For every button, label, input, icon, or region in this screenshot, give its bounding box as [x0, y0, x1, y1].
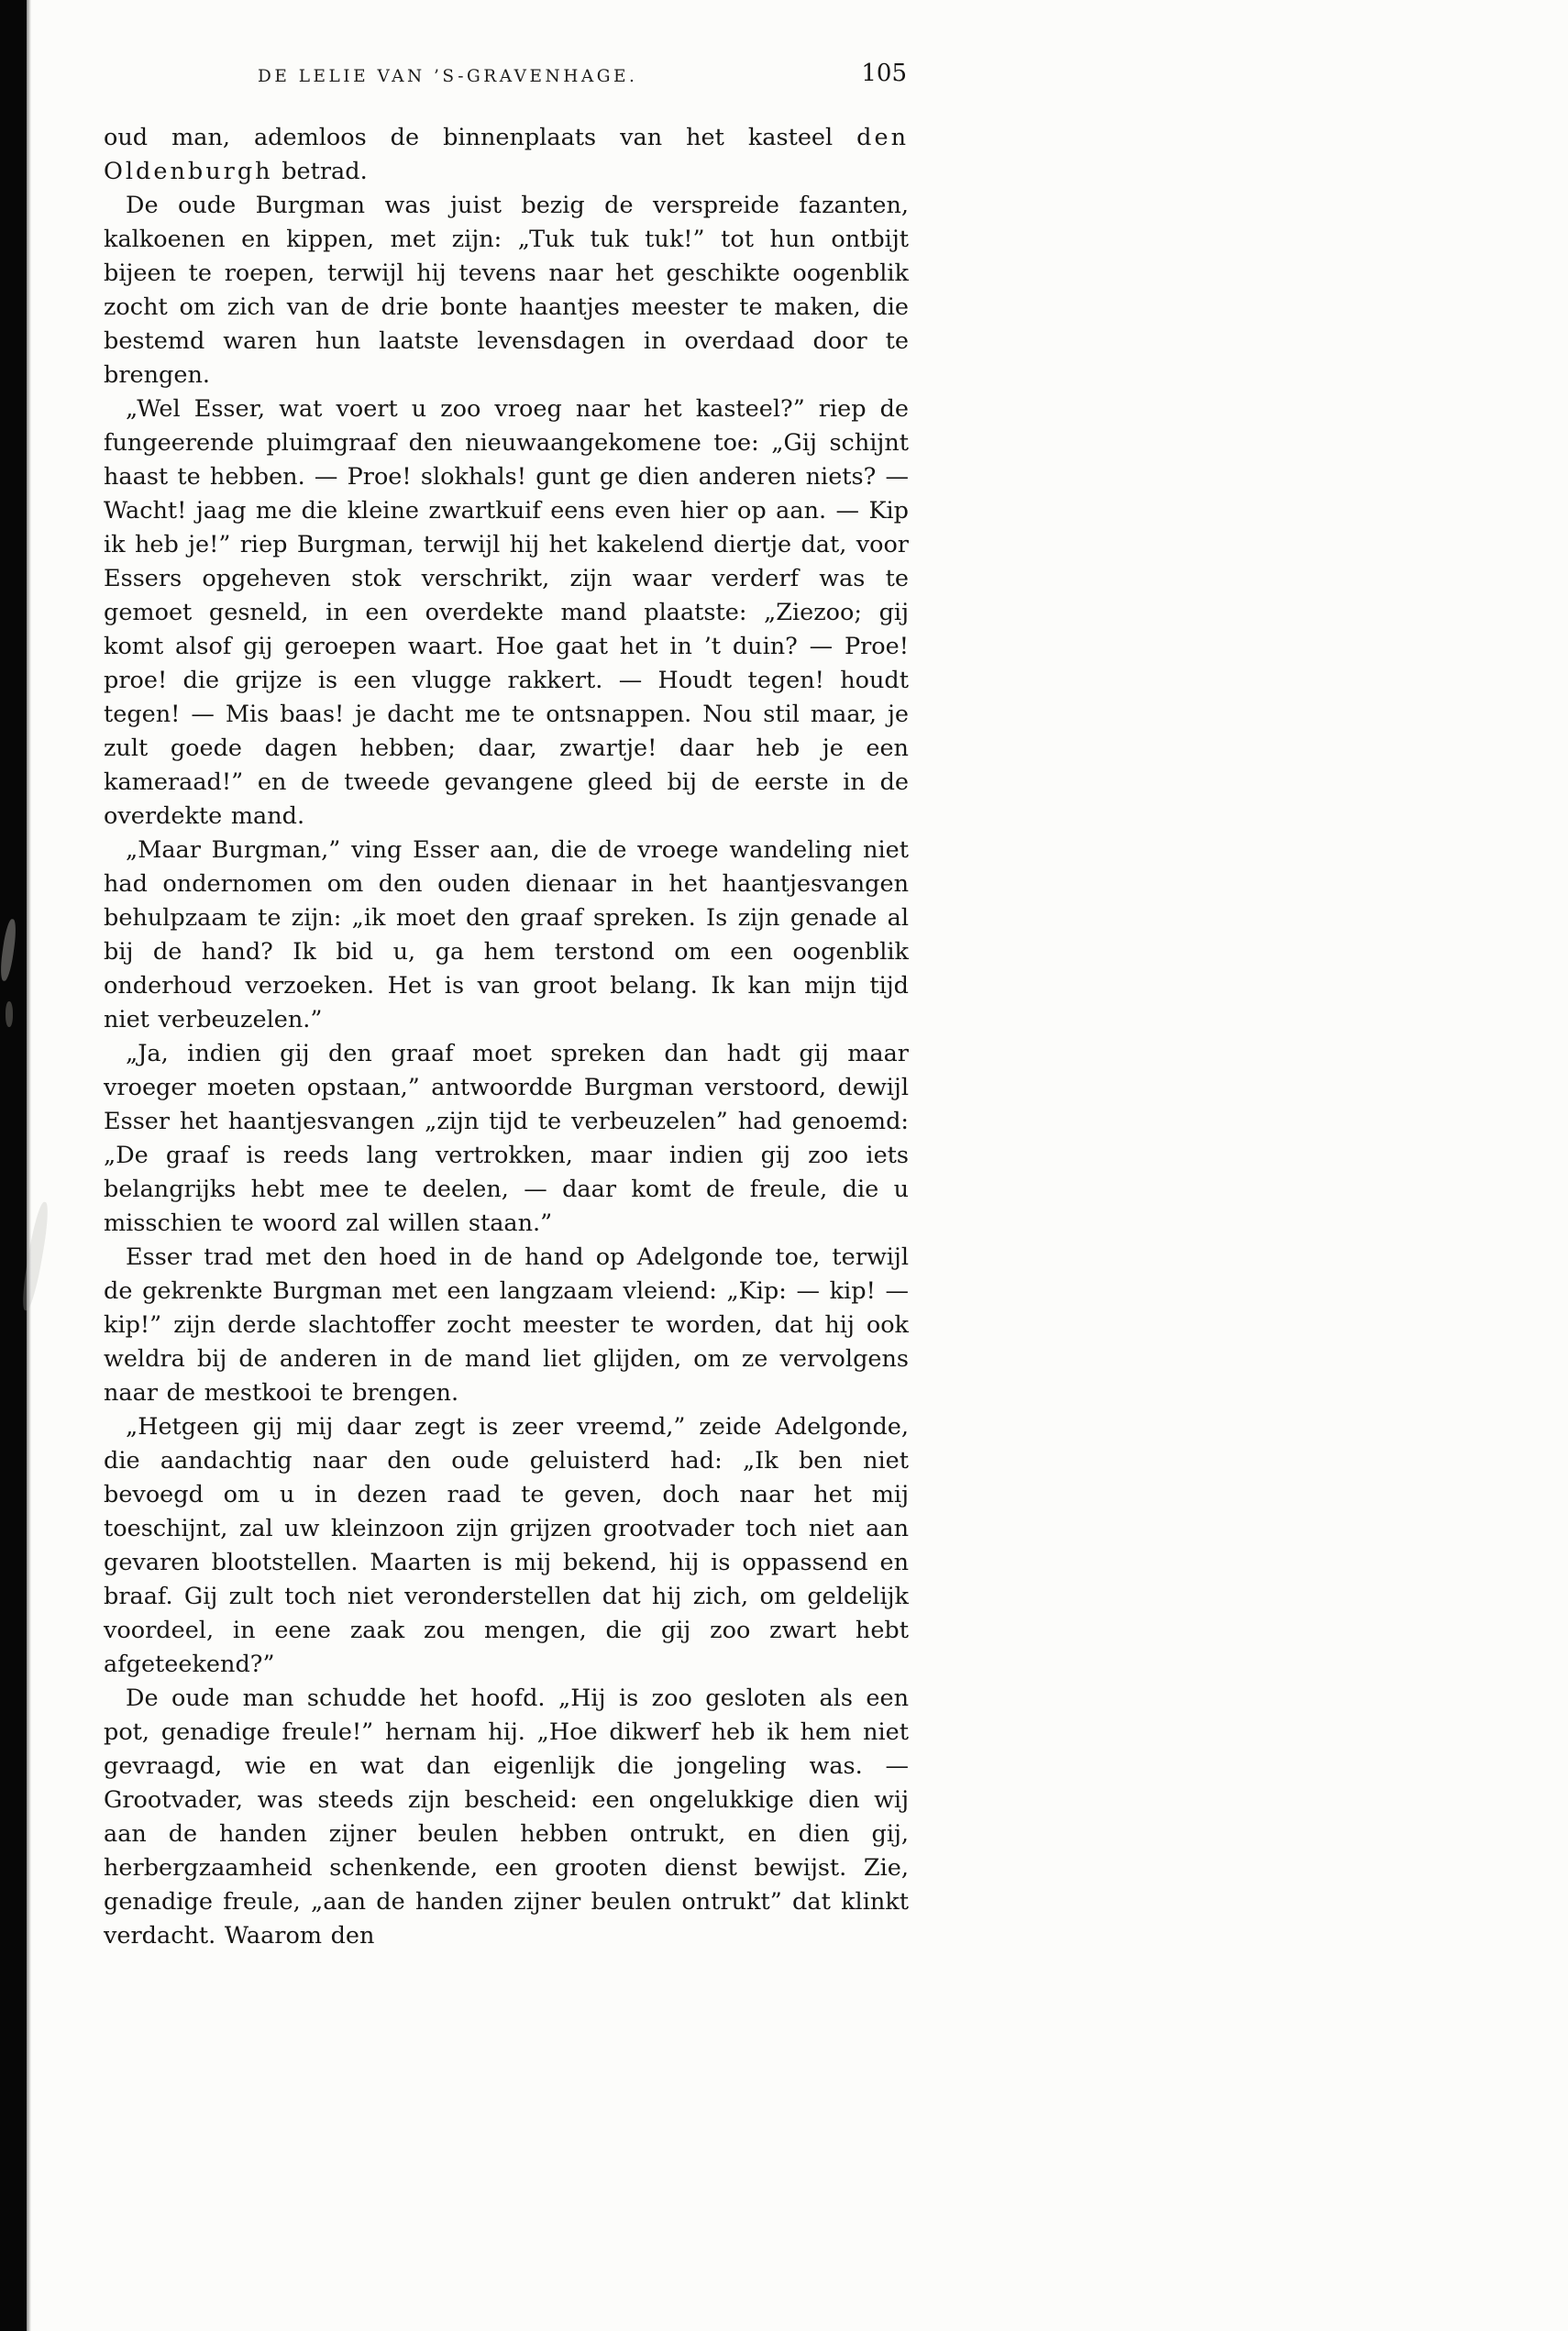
paragraph-3: „Wel Esser, wat voert u zoo vroeg naar het kasteel?” riep de fungeerende pluimgraaf den nieuwaangekomene toe: „Gij schijnt haast te hebben. — Proe! slokhals! gunt ge dien anderen niets? — Wacht! jaag me die kleine zwartkuif eens even hier op aan. — Kip ik heb je!” riep Burgman, terwijl hij het kakelend diertje dat, voor Essers opgeheven stok verschrikt, zijn waar verderf was te gemoet gesneld, in een overdekte mand plaatste: „Ziezoo; gij komt alsof gij geroepen waart. Hoe gaat het in ’t duin? — Proe! proe! die grijze is een vlugge rakkert. — Houdt tegen! houdt tegen! — Mis baas! je dacht me te ontsnappen. Nou stil maar, je zult goede dagen hebben; daar, zwartje! daar heb je een kameraad!” en de tweede gevangene gleed bij de eerste in de overdekte mand. — [104, 395, 909, 830]
page-number: 105 — [861, 60, 907, 87]
paragraph-4: „Maar Burgman,” ving Esser aan, die de vroege wandeling niet had ondernomen om den ouden dienaar in het haantjesvangen behulpzaam te zijn: „ik moet den graaf spreken. Is zijn genade al bij de hand? Ik bid u, ga hem terstond om een oogenblik onderhoud verzoeken. Het is van groot belang. Ik kan mijn tijd niet verbeuzelen.” — [104, 836, 909, 1033]
paragraph-8: De oude man schudde het hoofd. „Hij is zoo gesloten als een pot, genadige freule!” hernam hij. „Hoe dikwerf heb ik hem niet gevraagd, wie en wat dan eigenlijk die jongeling was. — Grootvader, was steeds zijn bescheid: een ongelukkige dien wij aan de handen zijner beulen hebben ontrukt, en dien gij, herbergzaamheid schenkende, een grooten dienst bewijst. Zie, genadige freule, „aan de handen zijner beulen ontrukt” dat klinkt verdacht. Waarom den — [104, 1685, 909, 1950]
scan-artifact — [6, 1001, 13, 1027]
paragraph-6: Esser trad met den hoed in de hand op Adelgonde toe, terwijl de gekrenkte Burgman met een langzaam vleiend: „Kip: — kip! — kip!” zijn derde slachtoffer zocht meester te worden, dat hij ook weldra bij de anderen in de mand liet glijden, om ze vervolgens naar de mestkooi te brengen. — [104, 1243, 909, 1407]
body-text — [104, 121, 909, 1953]
paragraph-2: De oude Burgman was juist bezig de verspreide fazanten, kalkoenen en kippen, met zijn: „Tuk tuk tuk!” tot hun ontbijt bijeen te roepen, terwijl hij tevens naar het geschikte oogenblik zocht om zich van de drie bonte haantjes meester te maken, die bestemd waren hun laatste levensdagen in overdaad door te brengen. — [104, 192, 909, 389]
paragraph-1 — [104, 121, 909, 189]
binding-shadow — [0, 0, 27, 2331]
running-header — [104, 60, 909, 101]
page-title: DE LELIE VAN ’S-GRAVENHAGE. — [258, 67, 638, 86]
page-content — [104, 0, 909, 1953]
paragraph-7: „Hetgeen gij mij daar zegt is zeer vreemd,” zeide Adelgonde, die aandachtig naar den oude geluisterd had: „Ik ben niet bevoegd om u in dezen raad te geven, doch naar het mij toeschijnt, zal uw kleinzoon zijn grijzen grootvader toch niet aan gevaren blootstellen. Maarten is mij bekend, hij is oppassend en braaf. Gij zult toch niet veronderstellen dat hij zich, om geldelijk voordeel, in eene zaak zou mengen, die gij zoo zwart hebt afgeteekend?” — [104, 1413, 909, 1678]
paragraph-1-post: betrad. — [272, 158, 368, 185]
paragraph-1-emphasis: den Oldenburgh — [104, 124, 909, 185]
paragraph-1-pre: oud man, ademloos de binnenplaats van het kasteel — [104, 124, 857, 151]
paragraph-5: „Ja, indien gij den graaf moet spreken dan hadt gij maar vroeger moeten opstaan,” antwoordde Burgman verstoord, dewijl Esser het haantjesvangen „zijn tijd te verbeuzelen” had genoemd: „De graaf is reeds lang vertrokken, maar indien gij zoo iets belangrijks hebt mee te deelen, — daar komt de freule, die u misschien te woord zal willen staan.” — [104, 1040, 909, 1237]
